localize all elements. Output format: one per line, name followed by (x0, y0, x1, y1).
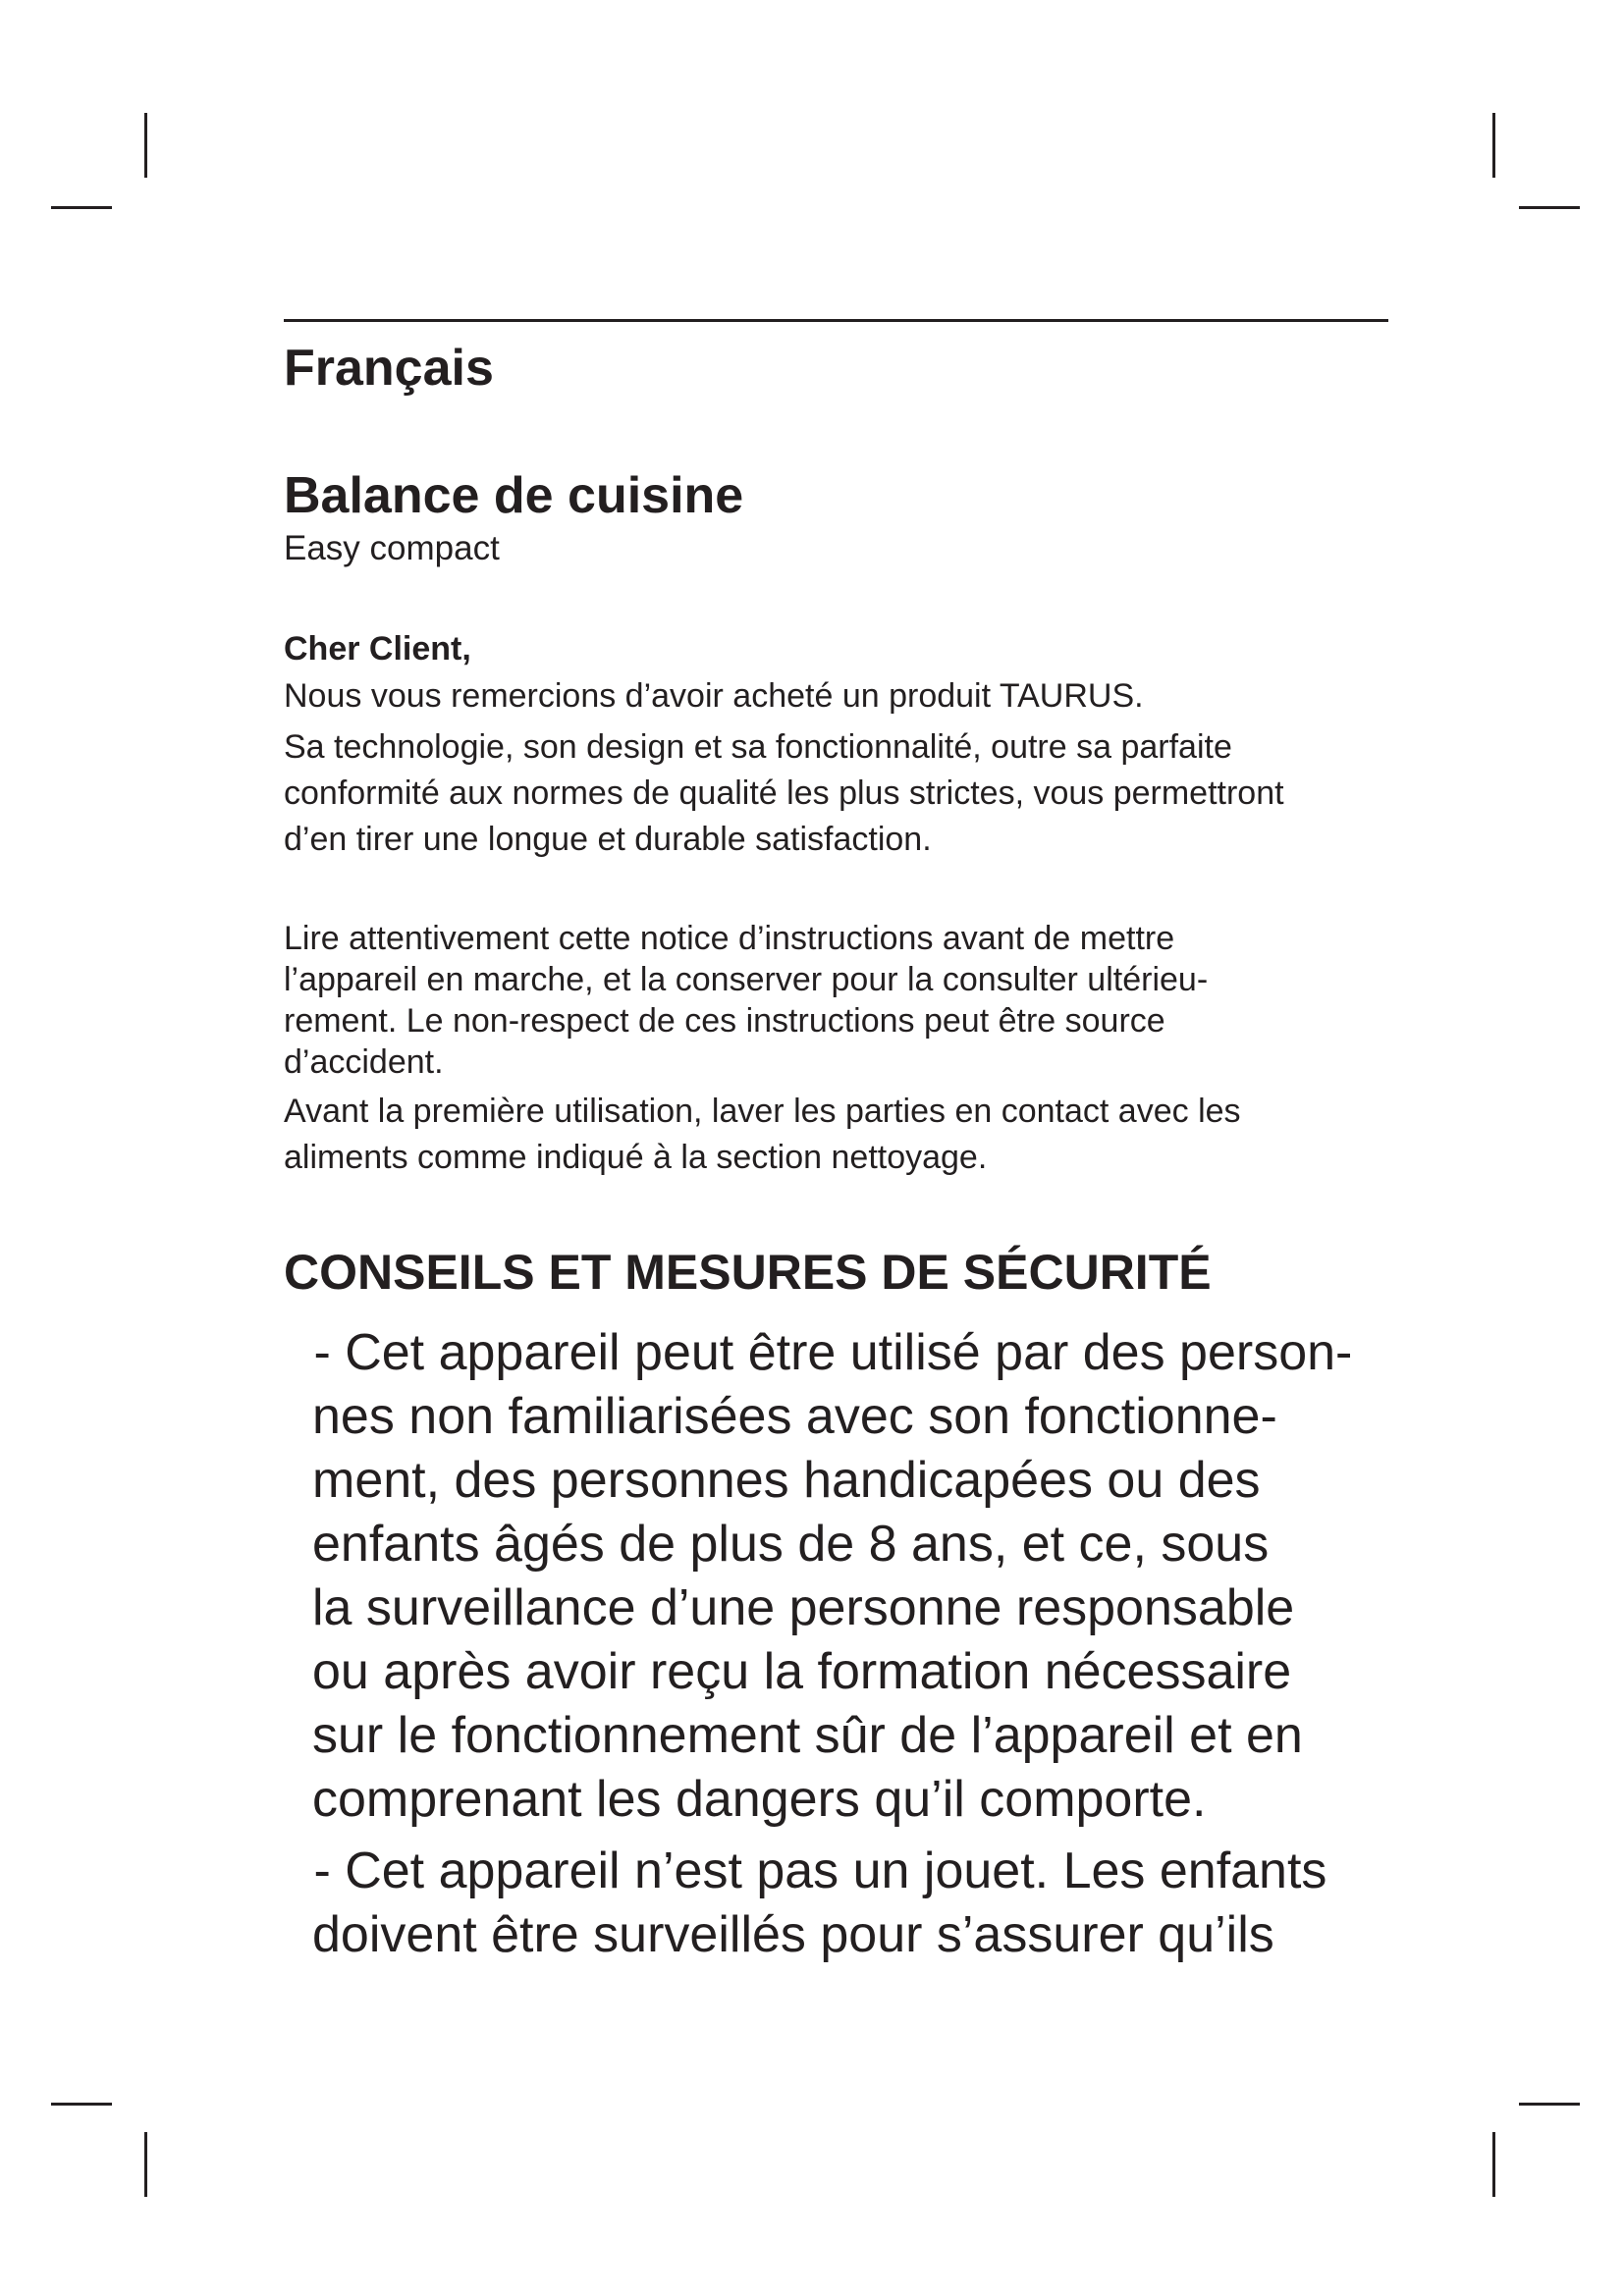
safety-line: enfants âgés de plus de 8 ans, et ce, sous (312, 1516, 1270, 1573)
crop-mark-top-right-horizontal (1519, 206, 1580, 209)
crop-mark-top-right-vertical (1492, 113, 1495, 178)
safety-line: sur le fonctionnement sûr de l’appareil et en (312, 1707, 1303, 1764)
intro-line: d’en tirer une longue et durable satisfaction. (284, 821, 932, 858)
safety-line: ment, des personnes handicapées ou des (312, 1452, 1261, 1509)
crop-mark-bottom-left-vertical (144, 2132, 147, 2197)
safety-line: ou après avoir reçu la formation nécessaire (312, 1643, 1292, 1700)
safety-heading: CONSEILS ET MESURES DE SÉCURITÉ (284, 1245, 1212, 1300)
notice-line: Avant la première utilisation, laver les parties en contact avec les (284, 1093, 1241, 1130)
crop-mark-bottom-right-vertical (1492, 2132, 1495, 2197)
safety-line: la surveillance d’une personne responsable (312, 1579, 1295, 1636)
notice-line: aliments comme indiqué à la section nettoyage. (284, 1139, 988, 1176)
notice-line: l’appareil en marche, et la conserver pour la consulter ultérieu- (284, 961, 1209, 998)
safety-line: comprenant les dangers qu’il comporte. (312, 1771, 1207, 1828)
notice-line: d’accident. (284, 1043, 444, 1081)
safety-line: nes non familiarisées avec son fonctionne- (312, 1388, 1277, 1445)
salutation: Cher Client, (284, 630, 471, 667)
safety-line: - Cet appareil peut être utilisé par des person- (299, 1324, 1353, 1381)
product-model: Easy compact (284, 529, 500, 567)
intro-line: Nous vous remercions d’avoir acheté un produit TAURUS. (284, 677, 1144, 715)
intro-line: conformité aux normes de qualité les plus strictes, vous permettront (284, 774, 1284, 812)
notice-line: rement. Le non-respect de ces instructions peut être source (284, 1002, 1165, 1040)
safety-line: doivent être surveillés pour s’assurer qu’ils (312, 1906, 1274, 1963)
crop-mark-top-left-horizontal (51, 206, 112, 209)
crop-mark-top-left-vertical (144, 113, 147, 178)
product-title: Balance de cuisine (284, 467, 744, 524)
crop-mark-bottom-right-horizontal (1519, 2103, 1580, 2106)
notice-line: Lire attentivement cette notice d’instructions avant de mettre (284, 920, 1175, 957)
language-title: Français (284, 340, 494, 397)
crop-mark-bottom-left-horizontal (51, 2103, 112, 2106)
intro-line: Sa technologie, son design et sa fonctionnalité, outre sa parfaite (284, 728, 1232, 766)
header-rule (284, 319, 1388, 322)
safety-line: - Cet appareil n’est pas un jouet. Les enfants (299, 1842, 1327, 1899)
